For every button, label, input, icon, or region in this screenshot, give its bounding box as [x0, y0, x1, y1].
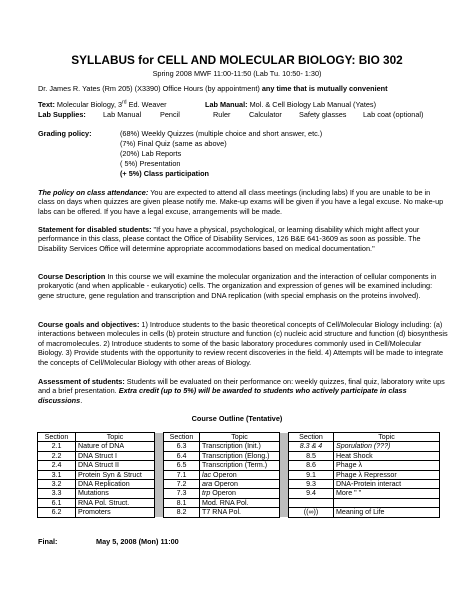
topic-cell: Phage λ Repressor — [334, 470, 440, 479]
assessment-heading: Assessment of students: — [38, 377, 125, 386]
outline-row — [38, 451, 440, 460]
section-cell: 6.3 — [164, 442, 200, 451]
text-line — [38, 100, 167, 109]
section-cell: 9.4 — [289, 489, 334, 498]
column-divider — [155, 498, 164, 507]
grading-label: Grading policy: — [38, 129, 92, 138]
office-hours-emphasis: any time that is mutually convenient — [261, 84, 388, 93]
outline-header-cell: Topic — [334, 433, 440, 442]
course-outline-table — [37, 432, 440, 518]
section-cell: 8.6 — [289, 461, 334, 470]
section-cell: 6.2 — [38, 508, 76, 517]
supply-item: Safety glasses — [299, 110, 347, 119]
section-cell: 6.5 — [164, 461, 200, 470]
lab-supplies-line — [38, 110, 86, 119]
column-divider — [155, 433, 164, 442]
column-divider — [155, 461, 164, 470]
textbook-author: Ed. Weaver — [126, 100, 167, 109]
outline-heading: Course Outline (Tentative) — [191, 414, 283, 423]
final-label: Final: — [38, 537, 58, 546]
outline-header-cell: Section — [289, 433, 334, 442]
topic-cell — [334, 498, 440, 507]
outline-row — [38, 470, 440, 479]
outline-header-cell: Section — [38, 433, 76, 442]
disabled-body: "If you have a physical, psychological, or learning disability which might affect your performance in this class, please contact the Office of Disability Services, 126 B&E 641-3609 as soon as possible. The Disability Services Office will determine appropriate accommodations based on medical documentation." — [38, 225, 421, 253]
column-divider — [280, 498, 289, 507]
topic-cell: T7 RNA Pol. — [200, 508, 280, 517]
assessment-body: Students will be evaluated on their performance on: weekly quizzes, final quiz, laboratory write ups and a brief presentation. — [38, 377, 445, 396]
term-schedule: Spring 2008 MWF 11:00-11:50 (Lab Tu. 10:50- 1:30) — [152, 69, 322, 78]
instructor-info: Dr. James R. Yates (Rm 205) (X3390) Office Hours (by appointment) — [38, 84, 262, 93]
topic-cell: RNA Pol. Struct. — [76, 498, 155, 507]
section-cell: 2.2 — [38, 451, 76, 460]
column-divider — [155, 470, 164, 479]
topic-cell: More " " — [334, 489, 440, 498]
textbook-title: Molecular Biology, 3 — [54, 100, 123, 109]
outline-row — [38, 508, 440, 517]
topic-cell: Protein Syn & Struct — [76, 470, 155, 479]
supply-item: Ruler — [213, 110, 231, 119]
topic-cell: Heat Shock — [334, 451, 440, 460]
final-date: May 5, 2008 (Mon) 11:00 — [96, 537, 179, 546]
outline-row — [38, 480, 440, 489]
page-title: SYLLABUS for CELL AND MOLECULAR BIOLOGY: BIO 302 — [71, 53, 403, 67]
topic-cell: Phage λ — [334, 461, 440, 470]
grading-item: (20%) Lab Reports — [120, 149, 182, 158]
description-body: In this course we will examine the molecular organization and the interaction of cellular components in prokaryotic (and when applicable - eukaryotic) cells. The organization and expression of genes will be examined including: gene structure, gene regulation and transcription and DNA replication (with special emphasis on the proteins involved). — [38, 272, 437, 300]
topic-cell: Transcription (Init.) — [200, 442, 280, 451]
topic-cell: Transcription (Elong.) — [200, 451, 280, 460]
extra-credit-note: Extra credit (up to 5%) will be awarded to students who actively participate in class discussions — [38, 386, 407, 405]
section-cell: 8.2 — [164, 508, 200, 517]
section-cell: 7.3 — [164, 489, 200, 498]
section-cell: 8.1 — [164, 498, 200, 507]
goals-heading: Course goals and objectives: — [38, 320, 140, 329]
description-heading: Course Description — [38, 272, 106, 281]
column-divider — [280, 480, 289, 489]
topic-cell: Meaning of Life — [334, 508, 440, 517]
column-divider — [280, 470, 289, 479]
topic-cell: DNA Struct I — [76, 451, 155, 460]
column-divider — [155, 451, 164, 460]
topic-cell: Mutations — [76, 489, 155, 498]
outline-header-cell: Topic — [200, 433, 280, 442]
course-goals — [38, 320, 448, 367]
topic-cell: DNA-Protein interact — [334, 480, 440, 489]
section-cell — [289, 498, 334, 507]
section-cell: 3.2 — [38, 480, 76, 489]
supply-item: Lab Manual — [103, 110, 142, 119]
attendance-policy — [38, 188, 448, 216]
section-cell: 6.4 — [164, 451, 200, 460]
edition-superscript: rd — [122, 99, 127, 106]
lab-manual-line — [205, 100, 376, 109]
section-cell: 9.1 — [289, 470, 334, 479]
section-cell: 8.5 — [289, 451, 334, 460]
goals-body: 1) Introduce students to the basic theoretical concepts of Cell/Molecular Biology including: (a) interactions between molecules in cells (b) protein structure and function (c) nucleic acid structure and function (d) biosynthesis of macromolecules. 2) Introduce students to some of the basic laboratory procedures commonly used in Cell/Molecular Biology. 3) Provide students with the opportunity to review recent discoveries in the field. 4) Attempts will be made to integrate the concepts of Cell/Molecular Biology with other areas of Biology. — [38, 320, 448, 367]
column-divider — [155, 442, 164, 451]
topic-cell: Promoters — [76, 508, 155, 517]
outline-row — [38, 498, 440, 507]
supply-item: Calculator — [249, 110, 282, 119]
outline-row — [38, 461, 440, 470]
topic-cell: trp Operon — [200, 489, 280, 498]
topic-cell: Nature of DNA — [76, 442, 155, 451]
lab-manual-label: Lab Manual: — [205, 100, 248, 109]
lab-supplies-label: Lab Supplies: — [38, 110, 86, 119]
attendance-body: You are expected to attend all class meetings (including labs) If you are unable to be in class on days when quizzes are given please notify me. Make-up exams will be given if you have a legal excuse. No make-up labs can be offered. If you have a legal excuse, arrangements will be made. — [38, 188, 444, 216]
section-cell: 7.2 — [164, 480, 200, 489]
topic-cell: DNA Replication — [76, 480, 155, 489]
course-description — [38, 272, 448, 300]
assessment — [38, 377, 448, 405]
assessment-end: . — [80, 395, 83, 405]
instructor-line — [38, 84, 388, 93]
outline-row — [38, 442, 440, 451]
outline-body — [38, 433, 440, 518]
disabled-statement — [38, 225, 448, 253]
section-cell: 3.3 — [38, 489, 76, 498]
attendance-heading: The policy on class attendance: — [38, 188, 149, 197]
column-divider — [155, 489, 164, 498]
column-divider — [155, 480, 164, 489]
grading-item: (68%) Weekly Quizzes (multiple choice and short answer, etc.) — [120, 129, 323, 138]
column-divider — [280, 508, 289, 517]
column-divider — [280, 461, 289, 470]
grading-bonus: (+ 5%) Class participation — [120, 169, 210, 178]
topic-cell: ara Operon — [200, 480, 280, 489]
column-divider — [280, 451, 289, 460]
section-cell: 2.1 — [38, 442, 76, 451]
supply-item: Lab coat (optional) — [363, 110, 424, 119]
topic-cell: Mod. RNA Pol. — [200, 498, 280, 507]
section-cell: 7.1 — [164, 470, 200, 479]
outline-header-cell: Topic — [76, 433, 155, 442]
section-cell: 2.4 — [38, 461, 76, 470]
lab-manual-value: Mol. & Cell Biology Lab Manual (Yates) — [247, 100, 377, 109]
section-cell: 3.1 — [38, 470, 76, 479]
text-label: Text: — [38, 100, 55, 109]
outline-row — [38, 489, 440, 498]
topic-cell: lac Operon — [200, 470, 280, 479]
column-divider — [280, 433, 289, 442]
topic-cell: Sporulation (???) — [334, 442, 440, 451]
column-divider — [155, 508, 164, 517]
section-cell: 8.3 & 4 — [289, 442, 334, 451]
column-divider — [280, 489, 289, 498]
topic-cell: Transcription (Term.) — [200, 461, 280, 470]
section-cell: ((∞)) — [289, 508, 334, 517]
section-cell: 6.1 — [38, 498, 76, 507]
grading-item: ( 5%) Presentation — [120, 159, 181, 168]
grading-item: (7%) Final Quiz (same as above) — [120, 139, 227, 148]
column-divider — [280, 442, 289, 451]
disabled-heading: Statement for disabled students: — [38, 225, 152, 234]
outline-header-cell: Section — [164, 433, 200, 442]
section-cell: 9.3 — [289, 480, 334, 489]
topic-cell: DNA Struct II — [76, 461, 155, 470]
outline-header-row — [38, 433, 440, 442]
supply-item: Pencil — [160, 110, 180, 119]
